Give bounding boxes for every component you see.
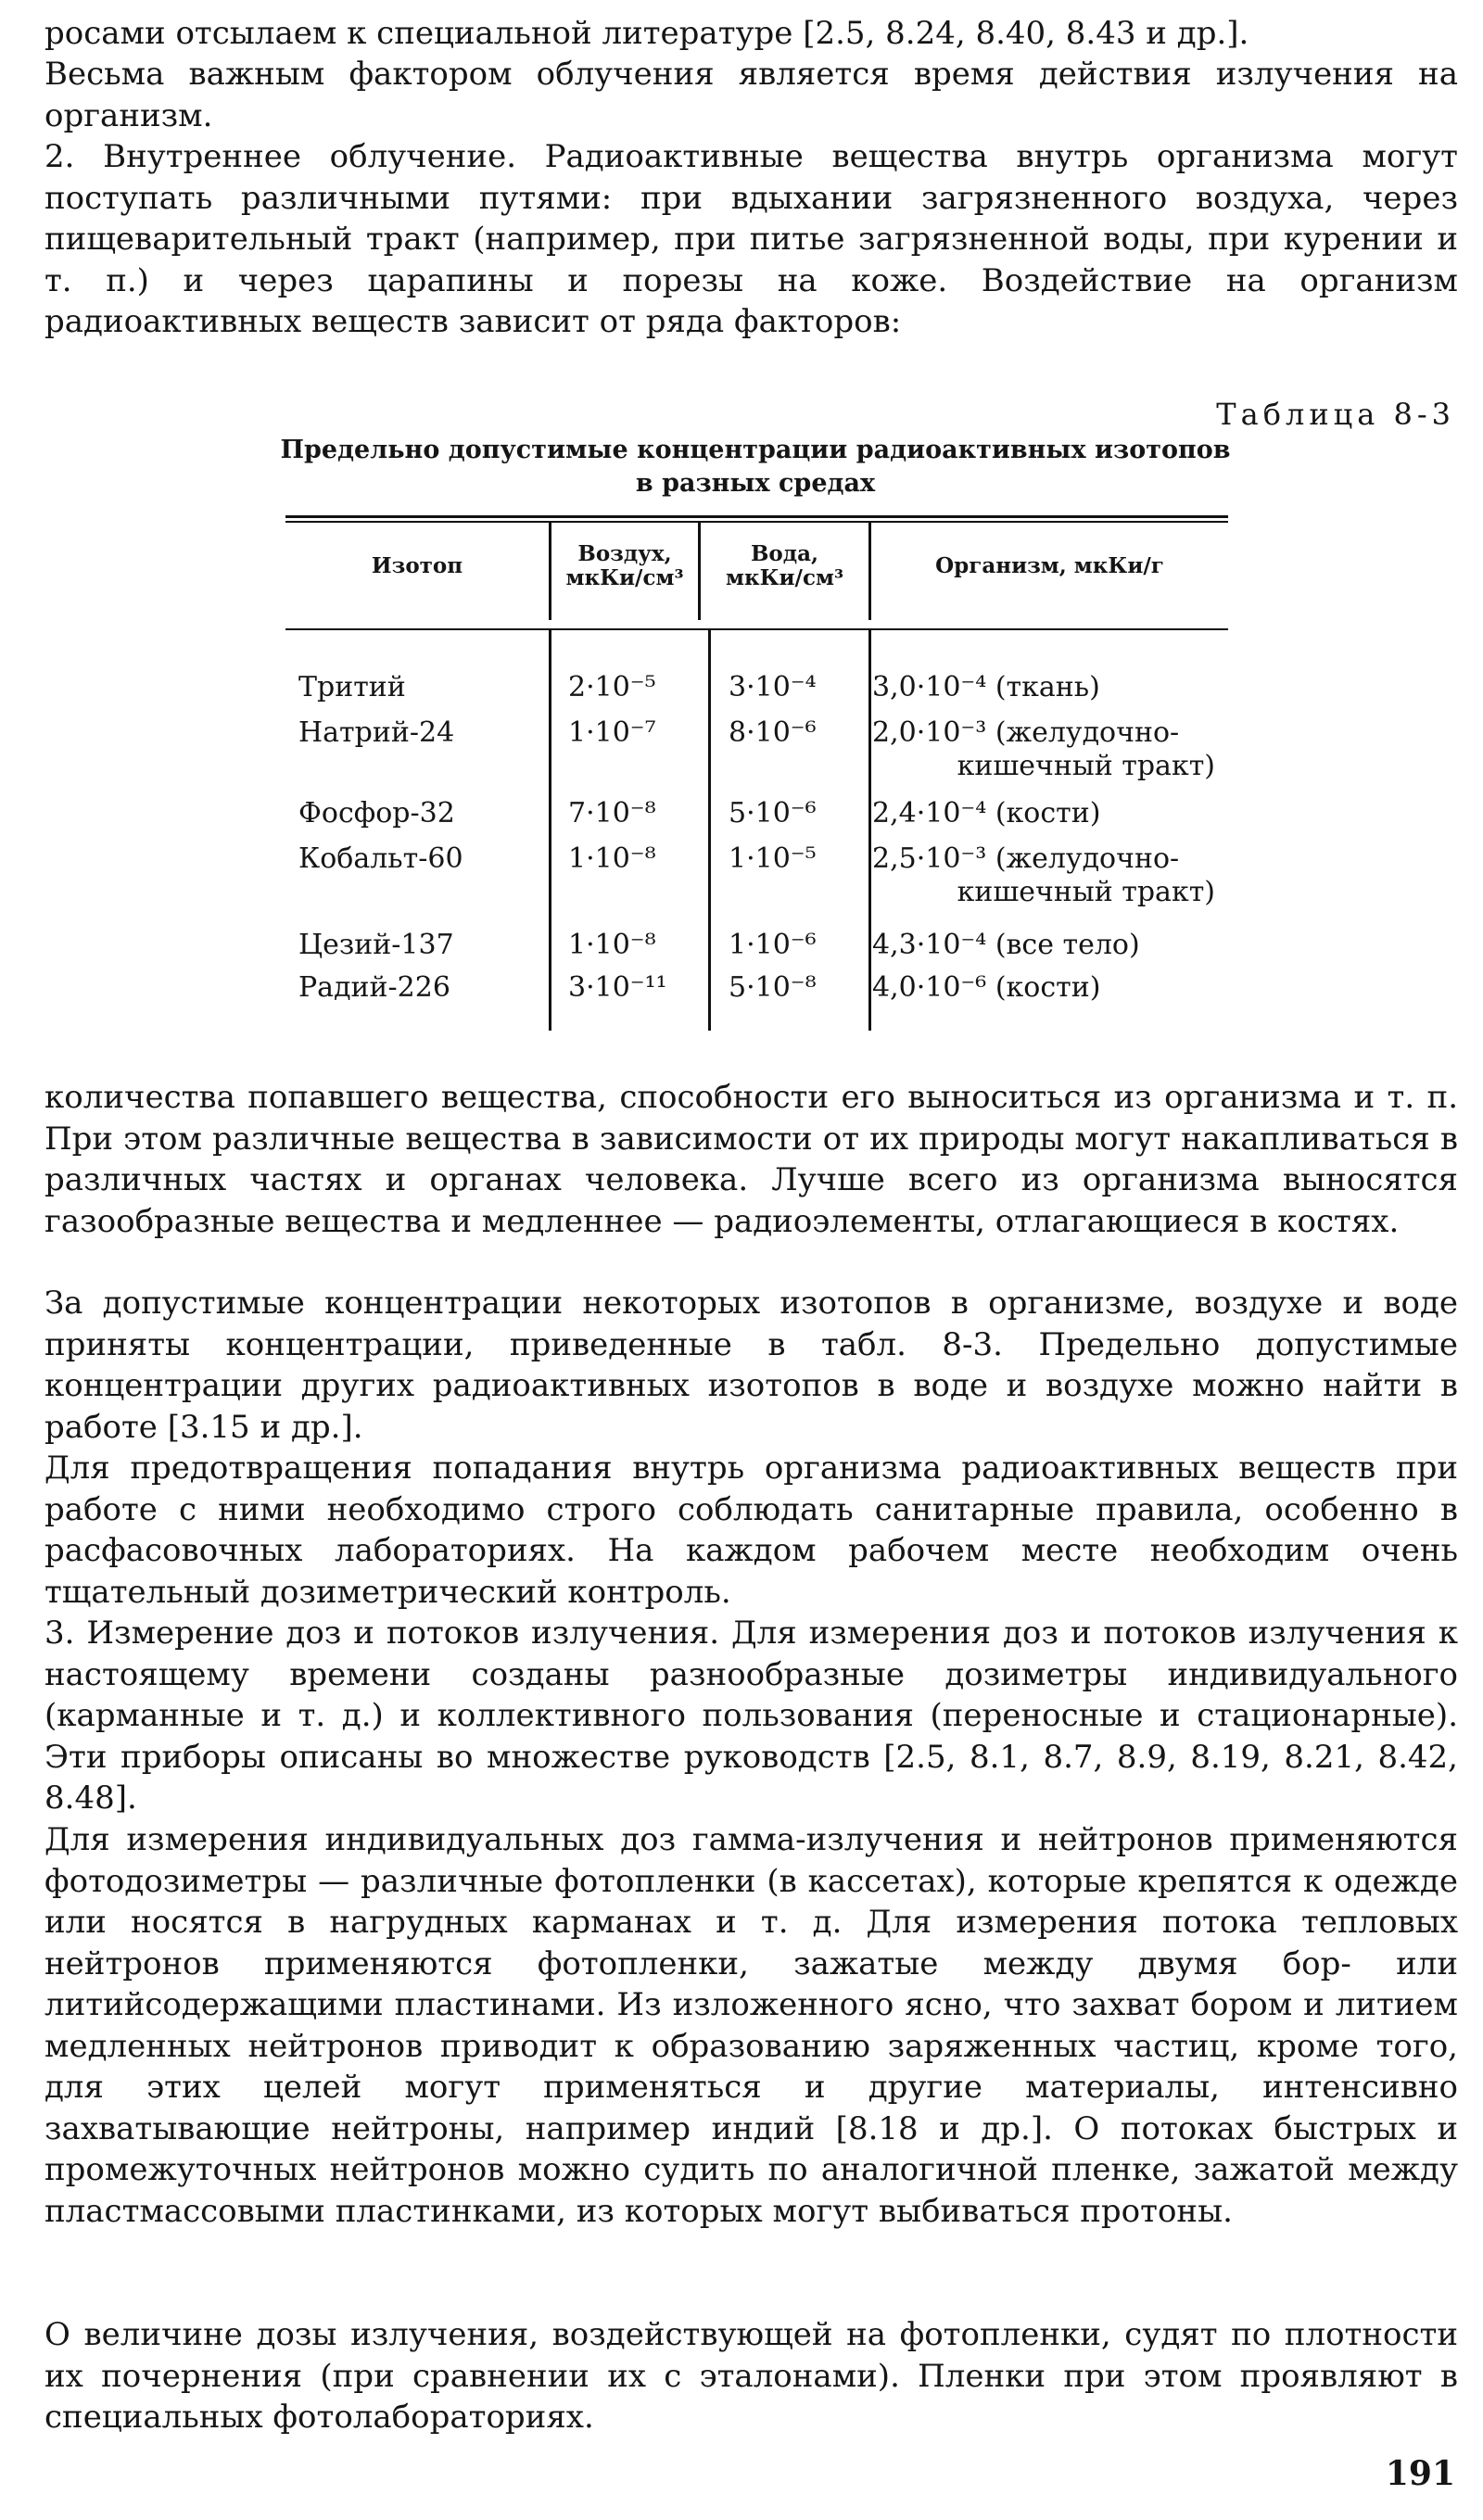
cell-organism-line1: 2,0·10⁻³ (желудочно- (872, 716, 1180, 749)
cell-organism-line1: 2,4·10⁻⁴ (кости) (872, 797, 1101, 829)
cell-air: 1·10⁻⁸ (568, 842, 656, 875)
cell-air: 7·10⁻⁸ (568, 797, 656, 829)
table-top-rule (285, 515, 1228, 518)
cell-isotope: Фосфор-32 (298, 797, 455, 829)
cell-organism (872, 797, 1215, 830)
paragraph-prevention: Для предотвращения попадания внутрь организма радиоактивных веществ при работе с ними необходимо строго соблюдать санитарные правила, особенно в расфасовочных лабораториях. На каждом рабочем месте необходим очень тщательный дозиметрический контроль. (44, 1450, 1458, 1611)
paragraph-film-density: О величине дозы излучения, воздействующей на фотопленки, судят по плотности их почернения (при сравнении их с эталонами). Пленки при этом проявляют в специальных фотолабораториях. (44, 2316, 1458, 2436)
cell-water: 5·10⁻⁸ (729, 971, 817, 1004)
paragraph-photodosimeters: Для измерения индивидуальных доз гамма-излучения и нейтронов применяются фотодозиметры — различные фотопленки (в кассетах), которые крепятся к одежде или носятся в нагрудных карманах и т. д. Для измерения потока тепловых нейтронов применяются фотопленки, зажатые между двумя бор- или литийсодержащими пластинами. Из изложенного ясно, что захват бором и литием медленных нейтронов приводит к образованию заряженных частиц, кроме того, для этих целей могут применяться и другие материалы, интенсивно захватывающие нейтроны, например индий [8.18 и др.]. О потоках быстрых и промежуточных нейтронов можно судить по аналогичной пленке, зажатой между пластмассовыми пластинками, из которых могут выбиваться протоны. (44, 1821, 1458, 2230)
cell-organism-line1: 2,5·10⁻³ (желудочно- (872, 842, 1180, 875)
table-title: Предельно допустимые концентрации радиоактивных изотопов в разных средах (280, 436, 1231, 498)
page-number: 191 (1385, 2454, 1455, 2493)
table-top-rule-inner (285, 521, 1228, 523)
cell-organism (872, 671, 1215, 704)
cell-isotope: Цезий-137 (298, 929, 454, 961)
body-divider-3 (868, 630, 871, 1031)
paragraph-factors-continued: количества попавшего вещества, способности его выноситься из организма и т. п. При этом различные вещества в зависимости от их природы могут накапливаться в различных частях и органах человека. Лучше всего из организма выносятся газообразные вещества и медленнее — радиоэлементы, отлагающиеся в костях. (44, 1079, 1458, 1240)
header-air (551, 534, 698, 599)
header-water-unit: мкКи/см³ (725, 565, 844, 590)
cell-organism-line1: 3,0·10⁻⁴ (ткань) (872, 671, 1100, 703)
paragraph-internal-exposure: 2. Внутреннее облучение. Радиоактивные вещества внутрь организма могут поступать различными путями: при вдыхании загрязненного воздуха, через пищеварительный тракт (например, при питье загрязненной воды, при курении и т. п.) и через царапины и порезы на коже. Воздействие на организм радиоактивных веществ зависит от ряда факторов: (44, 138, 1458, 340)
isotope-concentration-table (285, 515, 1228, 1032)
cell-organism (872, 716, 1215, 783)
cell-water: 1·10⁻⁵ (729, 842, 817, 875)
header-water (701, 534, 868, 599)
cell-air: 3·10⁻¹¹ (568, 971, 667, 1004)
cell-organism (872, 842, 1215, 909)
paragraph-exposure-time: Весьма важным фактором облучения является время действия излучения на организм. (44, 56, 1458, 134)
cell-organism (872, 929, 1215, 962)
cell-water: 8·10⁻⁶ (729, 716, 817, 749)
table-header-rule (285, 628, 1228, 630)
header-air-label: Воздух, (577, 541, 672, 566)
cell-water: 3·10⁻⁴ (729, 671, 817, 703)
cell-organism (872, 971, 1215, 1005)
table-caption: Таблица 8-3 (1216, 397, 1455, 432)
cell-air: 2·10⁻⁵ (568, 671, 656, 703)
body-divider-1 (549, 630, 551, 1031)
cell-water: 5·10⁻⁶ (729, 797, 817, 829)
body-divider-2 (708, 630, 711, 1031)
cell-organism-line1: 4,3·10⁻⁴ (все тело) (872, 929, 1140, 961)
cell-isotope: Натрий-24 (298, 716, 455, 749)
cell-air: 1·10⁻⁷ (568, 716, 656, 749)
header-organism: Организм, мкКи/г (935, 553, 1164, 578)
cell-isotope: Тритий (298, 671, 406, 703)
cell-isotope: Кобальт-60 (298, 842, 463, 875)
header-air-unit: мкКи/см³ (565, 565, 684, 590)
header-water-label: Вода, (750, 541, 819, 566)
cell-organism-line2: кишечный тракт) (957, 750, 1215, 782)
paragraph-dose-measurement: 3. Измерение доз и потоков излучения. Для измерения доз и потоков излучения к настоящему времени созданы разнообразные дозиметры индивидуального (карманные и т. д.) и коллективного пользования (переносные и стационарные). Эти приборы описаны во множестве руководств [2.5, 8.1, 8.7, 8.9, 8.19, 8.21, 8.42, 8.48]. (44, 1615, 1458, 1817)
cell-air: 1·10⁻⁸ (568, 929, 656, 961)
cell-organism-line1: 4,0·10⁻⁶ (кости) (872, 971, 1101, 1004)
cell-water: 1·10⁻⁶ (729, 929, 817, 961)
header-isotope: Изотоп (371, 553, 463, 578)
cell-organism-line2: кишечный тракт) (957, 876, 1215, 908)
paragraph-permissible-concentrations: За допустимые концентрации некоторых изотопов в организме, воздухе и воде приняты концентрации, приведенные в табл. 8-3. Предельно допустимые концентрации других радиоактивных изотопов в воде и воздухе можно найти в работе [3.15 и др.]. (44, 1285, 1458, 1446)
cell-isotope: Радий-226 (298, 971, 450, 1004)
paragraph-continuation: росами отсылаем к специальной литературе [2.5, 8.24, 8.40, 8.43 и др.]. (44, 15, 1249, 52)
